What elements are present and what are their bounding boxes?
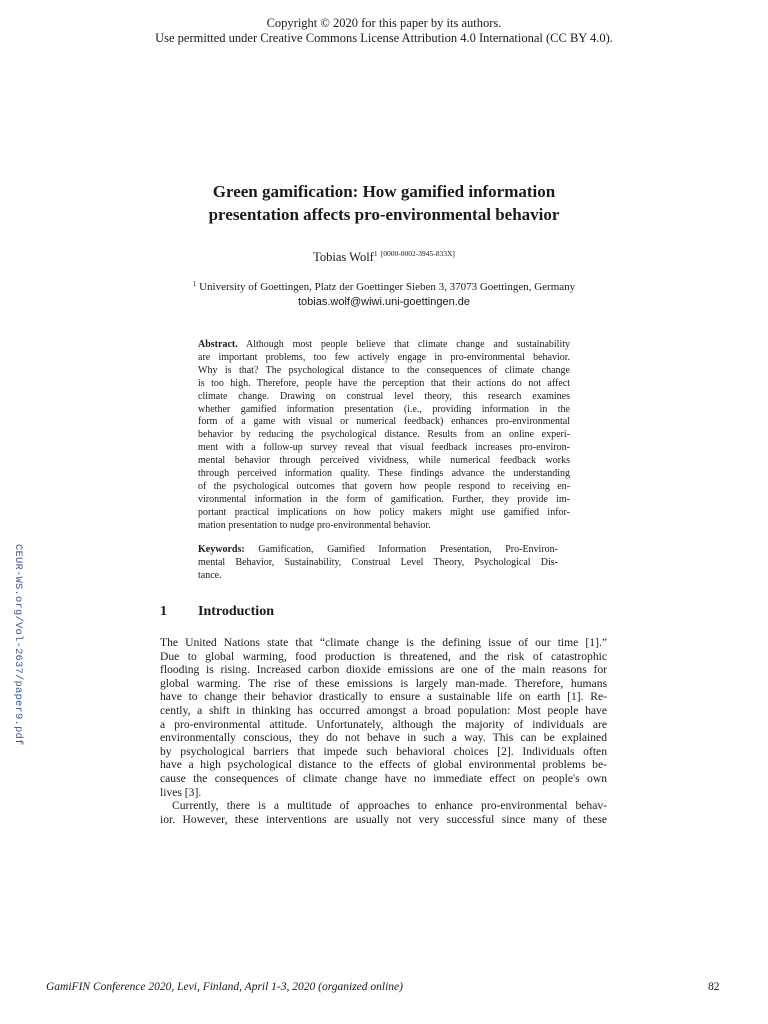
title-line: presentation affects pro-environmental behavior bbox=[208, 205, 560, 224]
page-number: 82 bbox=[708, 981, 720, 993]
abstract-line: ment with a follow-up survey reveal that visual feedback increases pro-environ- bbox=[198, 442, 570, 454]
abstract-line: portant practical implications on how policy makers might use gamified infor- bbox=[198, 506, 570, 518]
ceur-sidebar-link[interactable] bbox=[10, 544, 24, 764]
license-line: Use permitted under Creative Commons License Attribution 4.0 International (CC BY 4.0). bbox=[155, 31, 613, 45]
body-line: cently, a shift in thinking has occurred amongst a broad population: Most people have bbox=[160, 703, 607, 717]
author-affil-mark: 1 bbox=[373, 249, 378, 258]
body-line: Currently, there is a multitude of approaches to enhance pro-environmental behav- bbox=[172, 799, 607, 813]
author-orcid: [0000-0002-3945-833X] bbox=[380, 249, 455, 258]
section-title: Introduction bbox=[198, 604, 274, 619]
body-line: environmentally conscious, they do not behave in such a way. This can be explained bbox=[160, 731, 607, 745]
keywords-line: Gamification, Gamified Information Presentation, Pro-Environ- bbox=[258, 544, 559, 555]
body-line: have to change their behavior drastically to ensure a sustainable life on earth [1]. Re- bbox=[160, 690, 607, 704]
author-line bbox=[0, 249, 768, 265]
body-line: flooding is rising. Increased carbon dioxide emissions are one of the main reasons for bbox=[160, 663, 607, 677]
abstract-line: mation presentation to nudge pro-environmental behavior. bbox=[198, 519, 431, 531]
body-text bbox=[160, 636, 607, 826]
body-line: lives [3]. bbox=[160, 785, 202, 799]
copyright-notice bbox=[0, 16, 768, 46]
abstract-line: of the psychological outcomes that govern how people respond to receiving en- bbox=[198, 480, 570, 492]
body-line: ior. However, these interventions are usually not very successful since many of these bbox=[160, 812, 607, 826]
keywords-label: Keywords: bbox=[198, 544, 245, 555]
abstract-line: whether gamified information presentation (i.e., providing information in the bbox=[198, 403, 570, 415]
abstract-line: mental behavior through perceived vividness, while numerical feedback works bbox=[198, 455, 570, 467]
abstract-line: behavior by reducing the psychological distance. Results from an online experi- bbox=[198, 429, 570, 441]
abstract-line: are important problems, too few actively engage in pro-environmental behavior. bbox=[198, 351, 570, 363]
section-number: 1 bbox=[160, 604, 167, 619]
body-line: global warming. The rise of these emissions is largely man-made. Therefore, humans bbox=[160, 676, 607, 690]
footer-conference: GamiFIN Conference 2020, Levi, Finland, April 1-3, 2020 (organized online) bbox=[46, 981, 403, 993]
abstract-line: vironmental information in the form of gamification. Further, they provide im- bbox=[198, 493, 570, 505]
affiliation bbox=[0, 277, 768, 310]
abstract-label: Abstract. bbox=[198, 339, 238, 350]
body-line: a pro-environmental attitude. Unfortunately, although the majority of individuals are bbox=[160, 717, 607, 731]
body-line: have a high psychological distance to the effects of global environmental problems be- bbox=[160, 758, 607, 772]
body-line: The United Nations state that “climate change is the defining issue of our time [1].” bbox=[160, 636, 607, 649]
body-line: cause the consequences of climate change have no immediate effect on people's own bbox=[160, 771, 607, 785]
author-email[interactable]: tobias.wolf@wiwi.uni-goettingen.de bbox=[298, 296, 470, 308]
author-name: Tobias Wolf bbox=[313, 250, 374, 264]
paper-title bbox=[150, 180, 618, 226]
abstract-line: through perceived information quality. These findings advance the understanding bbox=[198, 468, 570, 480]
copyright-line: Copyright © 2020 for this paper by its authors. bbox=[266, 16, 502, 30]
abstract-line: Although most people believe that climate change and sustainability bbox=[246, 339, 570, 350]
abstract-line: climate change. Drawing on construal level theory, this research examines bbox=[198, 390, 570, 402]
keywords-line: tance. bbox=[198, 570, 222, 581]
abstract-line: is too high. Therefore, people have the perception that their actions do not affect bbox=[198, 377, 570, 389]
section-heading bbox=[160, 604, 274, 620]
title-line: Green gamification: How gamified information bbox=[212, 182, 556, 201]
body-line: by psychological barriers that impede such behavioral choices [2]. Individuals often bbox=[160, 744, 607, 758]
keywords-line: mental Behavior, Sustainability, Construal Level Theory, Psychological Dis- bbox=[198, 557, 558, 568]
body-line: Due to global warming, food production is threatened, and the risk of catastrophic bbox=[160, 649, 607, 663]
abstract-line: Why is that? The psychological distance to the consequences of climate change bbox=[198, 364, 570, 376]
keywords bbox=[198, 543, 558, 582]
affil-mark: 1 bbox=[192, 280, 197, 288]
sidebar-url[interactable]: CEUR-WS.org/Vol-2637/paper9.pdf bbox=[12, 544, 24, 746]
abstract-line: form of a game with visual or numerical feedback) enhances pro-environmental bbox=[198, 416, 570, 428]
affil-text: University of Goettingen, Platz der Goettinger Sieben 3, 37073 Goettingen, Germany bbox=[199, 281, 576, 293]
abstract bbox=[198, 339, 570, 533]
